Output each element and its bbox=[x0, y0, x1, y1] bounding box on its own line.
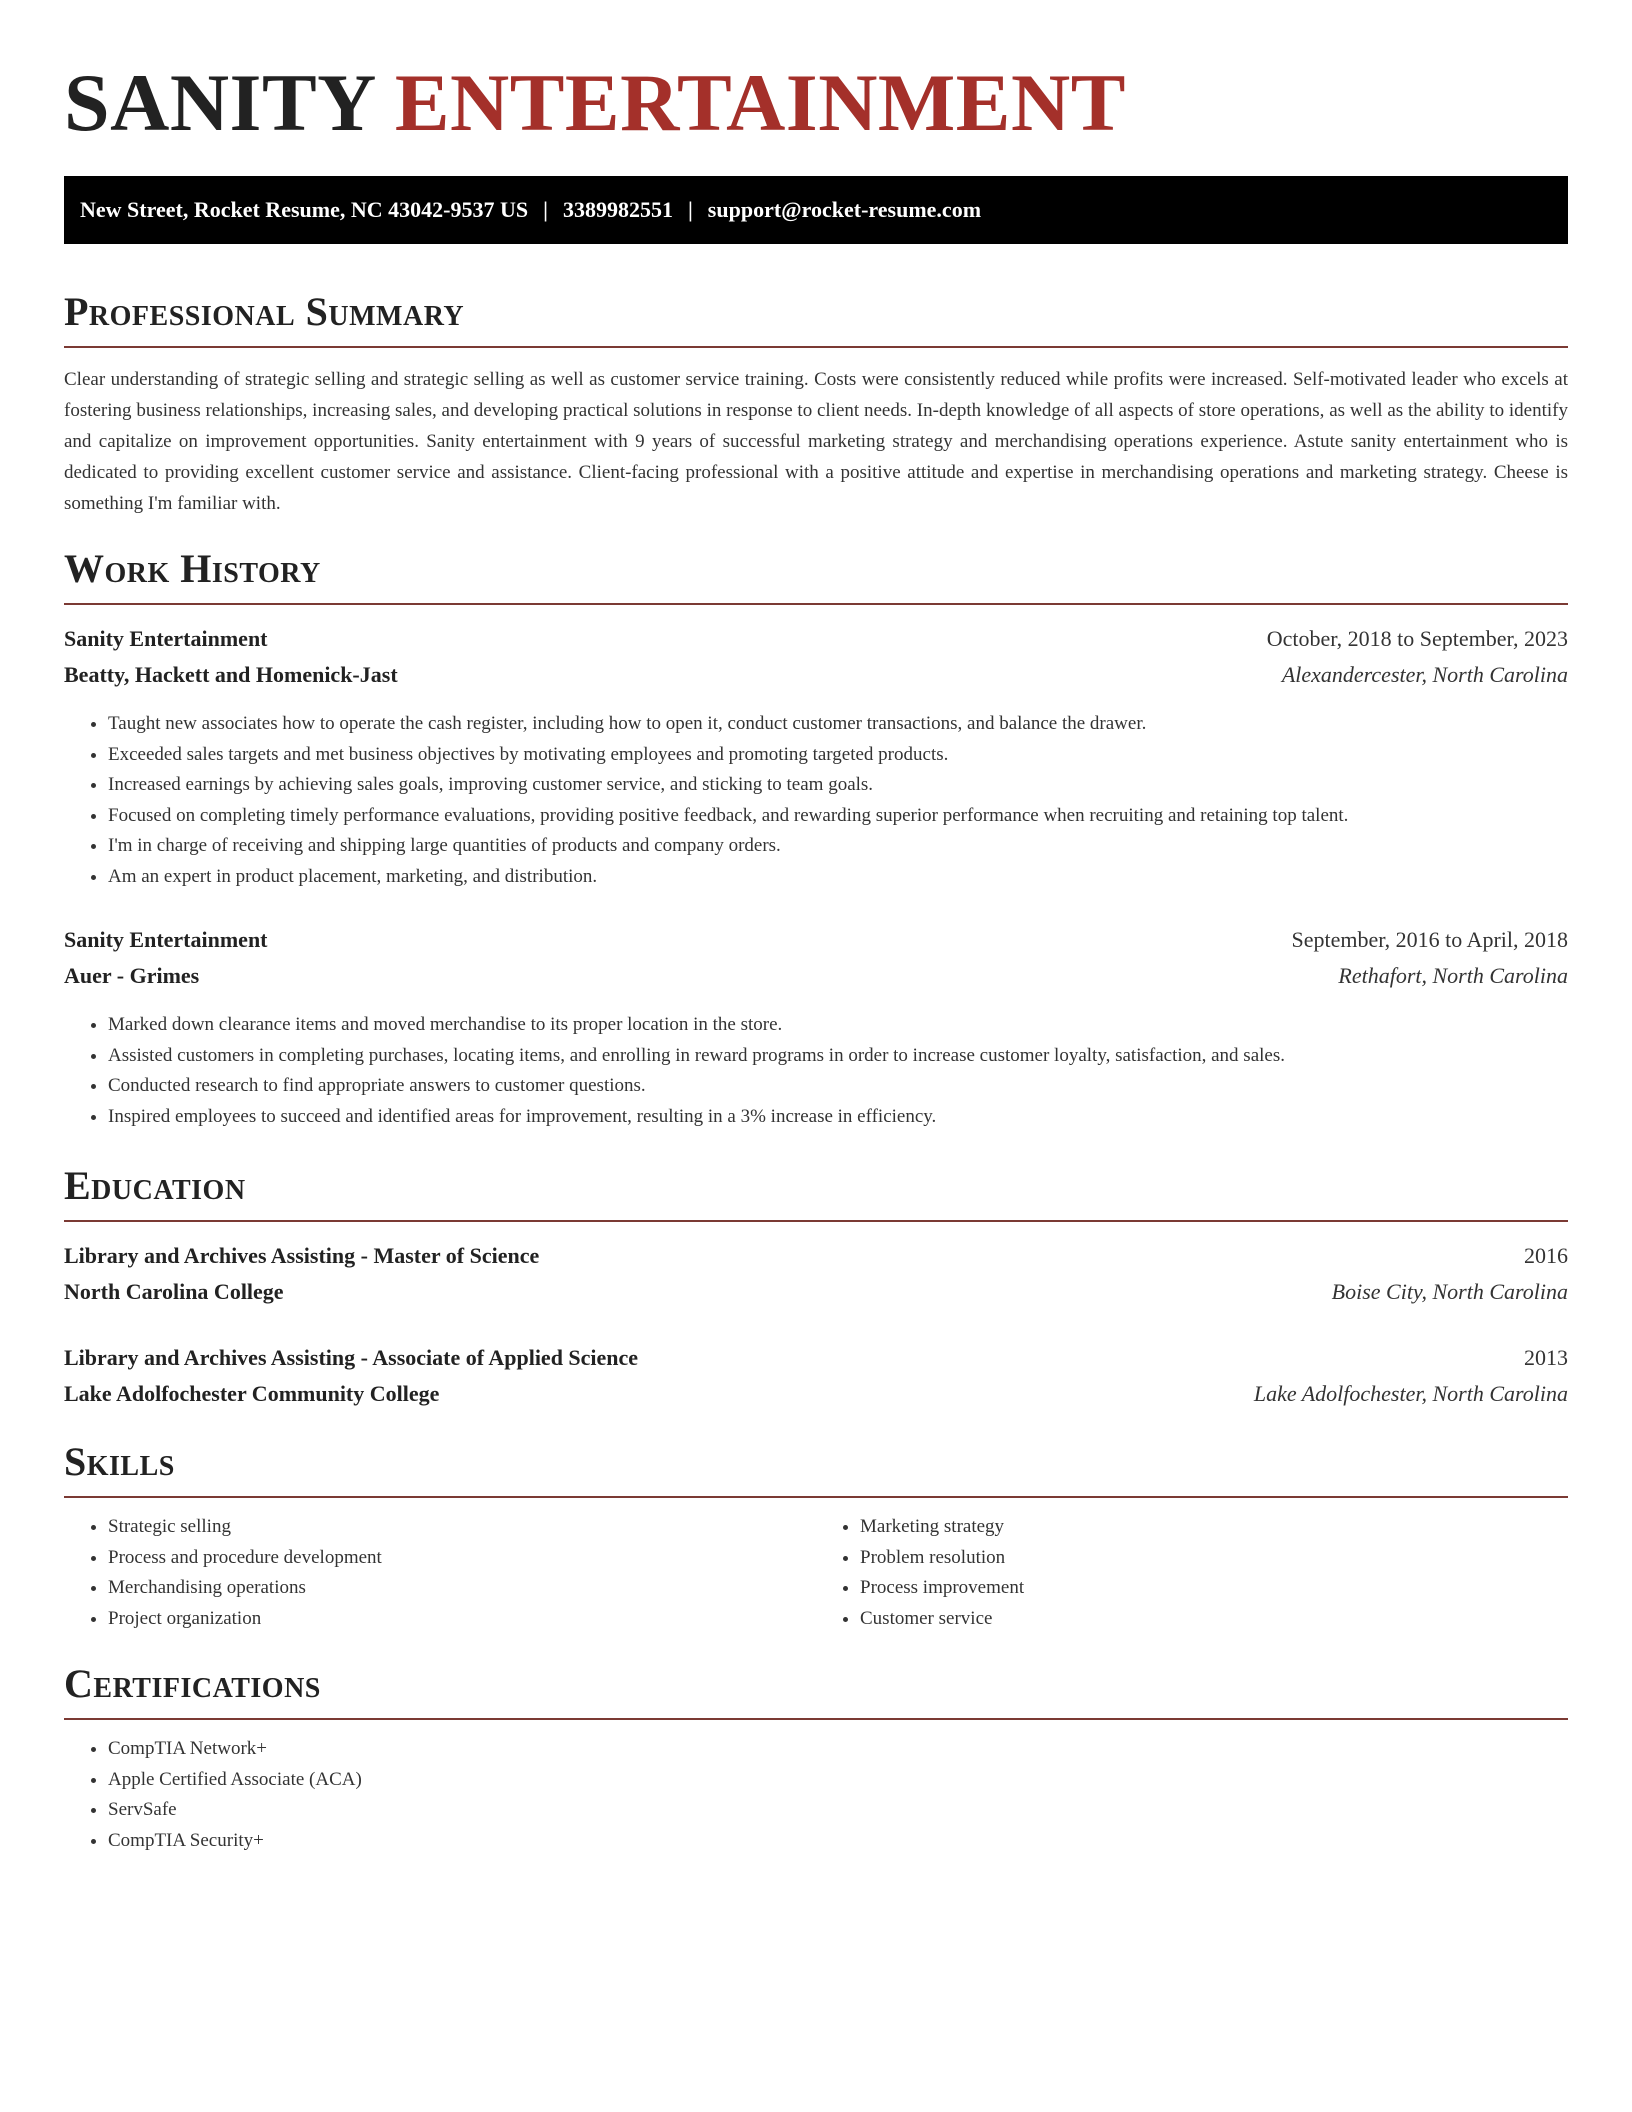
job-location: Alexandercester, North Carolina bbox=[1281, 662, 1568, 687]
list-item: • Process improvement bbox=[860, 1573, 1568, 1604]
list-item: • Increased earnings by achieving sales goals, improving customer service, and sticking to team goals. bbox=[108, 770, 1568, 801]
list-item: • Problem resolution bbox=[860, 1543, 1568, 1574]
education-entry bbox=[64, 1340, 1568, 1412]
contact-address: New Street, Rocket Resume, NC 43042-9537 US bbox=[80, 197, 529, 222]
candidate-name bbox=[64, 58, 1568, 148]
education-entry bbox=[64, 1238, 1568, 1310]
job-dates: September, 2016 to April, 2018 bbox=[1291, 927, 1568, 952]
list-item: • Exceeded sales targets and met business objectives by motivating employees and promoting targeted products. bbox=[108, 740, 1568, 771]
education-school: Lake Adolfochester Community College bbox=[64, 1381, 440, 1406]
education-year: 2013 bbox=[1524, 1345, 1568, 1370]
education-location: Lake Adolfochester, North Carolina bbox=[1253, 1381, 1568, 1406]
name-last: ENTERTAINMENT bbox=[394, 57, 1126, 148]
job-company-row bbox=[64, 958, 1568, 994]
list-item: • I'm in charge of receiving and shipping large quantities of products and company orders. bbox=[108, 831, 1568, 862]
list-item: • Marked down clearance items and moved merchandise to its proper location in the store. bbox=[108, 1010, 1568, 1041]
education-school: North Carolina College bbox=[64, 1279, 284, 1304]
list-item: • Taught new associates how to operate the cash register, including how to open it, conduct customer transactions, and balance the drawer. bbox=[108, 709, 1568, 740]
education-degree: Library and Archives Assisting - Master of Science bbox=[64, 1243, 540, 1268]
education-heading: Education bbox=[64, 1162, 1568, 1222]
name-first: SANITY bbox=[64, 57, 374, 148]
skills-list-left bbox=[64, 1512, 816, 1634]
education-school-row bbox=[64, 1274, 1568, 1310]
job-bullets bbox=[64, 709, 1568, 892]
job-company-row bbox=[64, 657, 1568, 693]
list-item: • Inspired employees to succeed and identified areas for improvement, resulting in a 3% increase in efficiency. bbox=[108, 1102, 1568, 1133]
education-degree: Library and Archives Assisting - Associate of Applied Science bbox=[64, 1345, 639, 1370]
contact-email: support@rocket-resume.com bbox=[707, 197, 982, 222]
list-item: • Am an expert in product placement, marketing, and distribution. bbox=[108, 862, 1568, 893]
certifications-heading: Certifications bbox=[64, 1660, 1568, 1720]
job-entry bbox=[64, 621, 1568, 892]
skills-list-right bbox=[816, 1512, 1568, 1634]
work-history-heading: Work History bbox=[64, 545, 1568, 605]
education-degree-row bbox=[64, 1340, 1568, 1376]
education-degree-row bbox=[64, 1238, 1568, 1274]
list-item: • Merchandising operations bbox=[108, 1573, 816, 1604]
certifications-list bbox=[64, 1734, 1568, 1856]
list-item: • ServSafe bbox=[108, 1795, 1568, 1826]
job-bullets bbox=[64, 1010, 1568, 1132]
job-company: Auer - Grimes bbox=[64, 963, 200, 988]
list-item: • Project organization bbox=[108, 1604, 816, 1635]
summary-text: Clear understanding of strategic selling and strategic selling as well as customer service training. Costs were consistently reduced while profits were increased. Self-motivated leader who excels at fostering business relationships, increasing sales, and developing practical solutions in response to client needs. In-depth knowledge of all aspects of store operations, as well as the ability to identify and capitalize on improvement opportunities. Sanity entertainment with 9 years of successful marketing strategy and merchandising operations experience. Astute sanity entertainment who is dedicated to providing excellent customer service and assistance. Client-facing professional with a positive attitude and expertise in merchandising operations and marketing strategy. Cheese is something I'm familiar with. bbox=[64, 369, 1568, 514]
education-year: 2016 bbox=[1524, 1243, 1568, 1268]
job-entry bbox=[64, 922, 1568, 1132]
contact-separator: | bbox=[543, 197, 548, 222]
list-item: • Focused on completing timely performance evaluations, providing positive feedback, and rewarding superior performance when recruiting and retaining top talent. bbox=[108, 801, 1568, 832]
skills-grid bbox=[64, 1512, 1568, 1634]
job-position: Sanity Entertainment bbox=[64, 927, 268, 952]
job-location: Rethafort, North Carolina bbox=[1338, 963, 1568, 988]
list-item: • Assisted customers in completing purchases, locating items, and enrolling in reward programs in order to increase customer loyalty, satisfaction, and sales. bbox=[108, 1041, 1568, 1072]
list-item: • Marketing strategy bbox=[860, 1512, 1568, 1543]
contact-bar bbox=[64, 176, 1568, 244]
list-item: • Apple Certified Associate (ACA) bbox=[108, 1765, 1568, 1796]
list-item: • Strategic selling bbox=[108, 1512, 816, 1543]
list-item: • Customer service bbox=[860, 1604, 1568, 1635]
resume-page bbox=[64, 0, 1568, 1856]
education-school-row bbox=[64, 1376, 1568, 1412]
list-item: • CompTIA Security+ bbox=[108, 1826, 1568, 1857]
list-item: • Process and procedure development bbox=[108, 1543, 816, 1574]
job-company: Beatty, Hackett and Homenick-Jast bbox=[64, 662, 398, 687]
skills-heading: Skills bbox=[64, 1438, 1568, 1498]
job-header-row bbox=[64, 922, 1568, 958]
job-position: Sanity Entertainment bbox=[64, 626, 268, 651]
summary-heading: Professional Summary bbox=[64, 288, 1568, 348]
contact-phone: 3389982551 bbox=[562, 197, 673, 222]
job-header-row bbox=[64, 621, 1568, 657]
job-dates: October, 2018 to September, 2023 bbox=[1266, 626, 1568, 651]
contact-separator: | bbox=[687, 197, 693, 222]
list-item: • Conducted research to find appropriate answers to customer questions. bbox=[108, 1071, 1568, 1102]
education-location: Boise City, North Carolina bbox=[1331, 1279, 1568, 1304]
list-item: • CompTIA Network+ bbox=[108, 1734, 1568, 1765]
